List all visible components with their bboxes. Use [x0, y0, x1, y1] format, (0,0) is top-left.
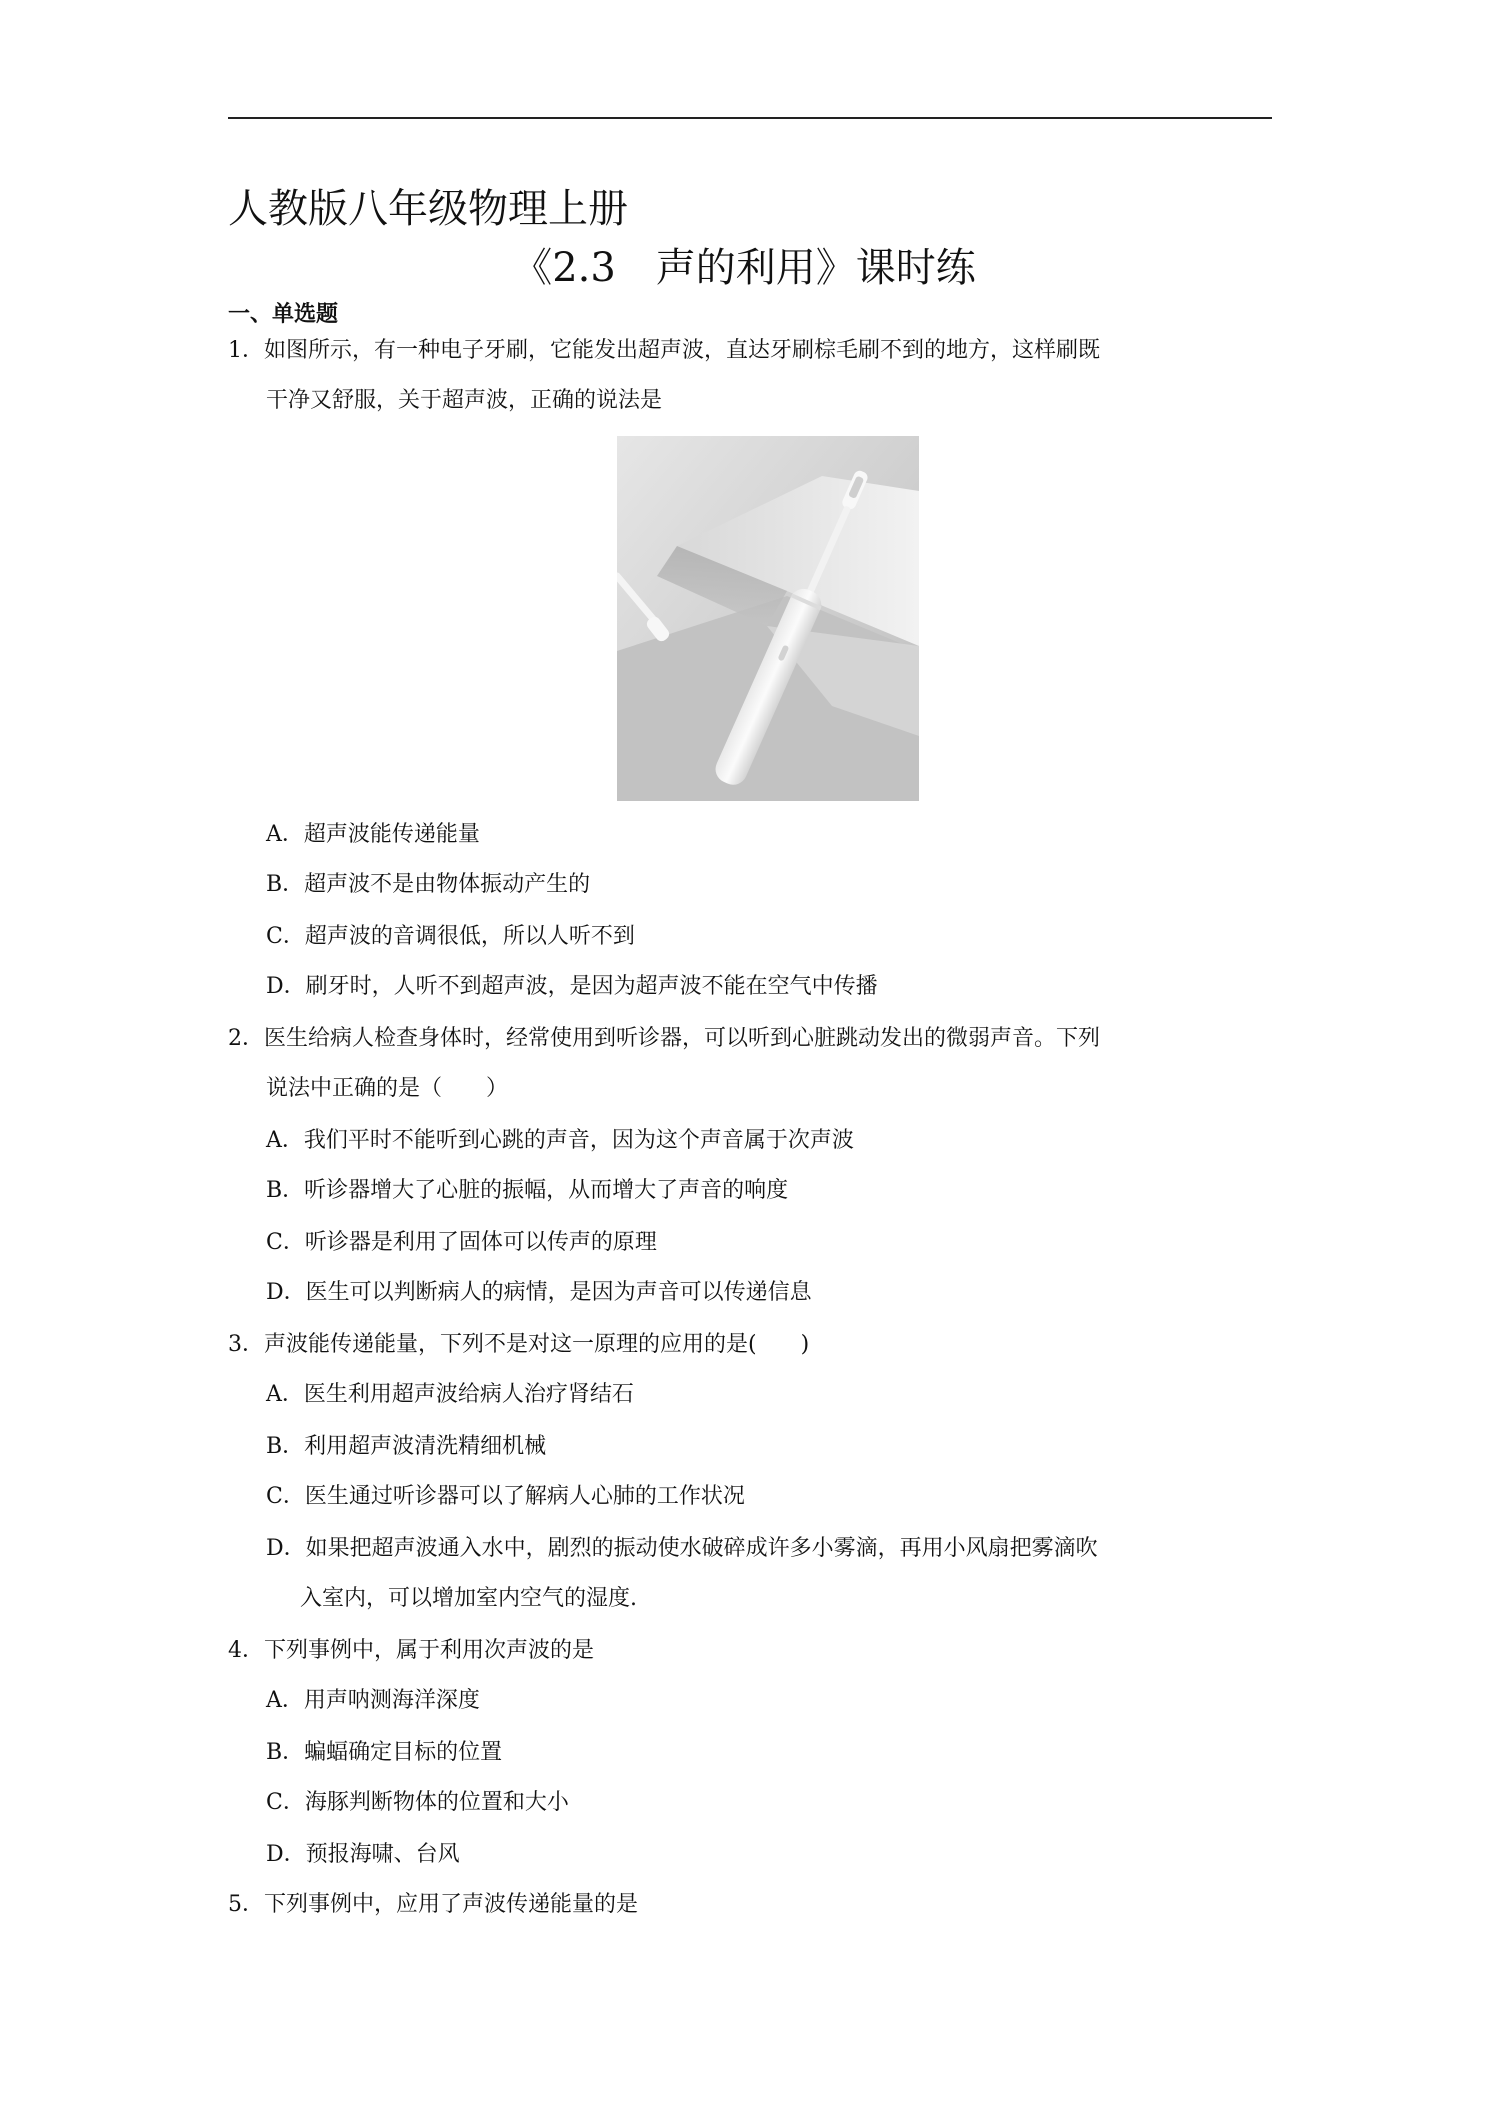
lesson-title — [0, 244, 1488, 292]
section-heading: 一、单选题 — [228, 302, 339, 327]
lesson-number: 2.3 — [552, 245, 616, 291]
question-1-option-b: B．超声波不是由物体振动产生的 — [266, 872, 591, 897]
question-4-option-d: D．预报海啸、台风 — [266, 1842, 460, 1867]
document-title: 人教版八年级物理上册 — [228, 186, 628, 232]
lesson-title-rest: 声的利用》课时练 — [615, 245, 976, 291]
question-3-option-b: B．利用超声波清洗精细机械 — [266, 1434, 547, 1459]
toothbrush-photo — [617, 436, 919, 801]
question-5-stem: 5．下列事例中，应用了声波传递能量的是 — [228, 1892, 638, 1917]
question-2-option-b: B．听诊器增大了心脏的振幅，从而增大了声音的响度 — [266, 1178, 789, 1203]
question-3-option-d-cont: 入室内，可以增加室内空气的湿度. — [300, 1586, 637, 1611]
question-2-option-c: C．听诊器是利用了固体可以传声的原理 — [266, 1230, 657, 1255]
question-3-option-a: A．医生利用超声波给病人治疗肾结石 — [266, 1382, 634, 1407]
question-4-option-a: A．用声呐测海洋深度 — [266, 1688, 480, 1713]
question-1-stem: 1．如图所示，有一种电子牙刷，它能发出超声波，直达牙刷棕毛刷不到的地方，这样刷既 — [228, 338, 1101, 363]
question-4-stem: 4．下列事例中，属于利用次声波的是 — [228, 1638, 594, 1663]
question-4-option-c: C．海豚判断物体的位置和大小 — [266, 1790, 569, 1815]
question-1-option-d: D．刷牙时，人听不到超声波，是因为超声波不能在空气中传播 — [266, 974, 878, 999]
question-3-stem: 3．声波能传递能量，下列不是对这一原理的应用的是( ) — [228, 1332, 810, 1357]
header-rule — [228, 117, 1272, 119]
question-2-option-d: D．医生可以判断病人的病情，是因为声音可以传递信息 — [266, 1280, 812, 1305]
question-3-option-d: D．如果把超声波通入水中，剧烈的振动使水破碎成许多小雾滴，再用小风扇把雾滴吹 — [266, 1536, 1098, 1561]
question-1-option-c: C．超声波的音调很低，所以人听不到 — [266, 924, 635, 949]
question-2-option-a: A．我们平时不能听到心跳的声音，因为这个声音属于次声波 — [266, 1128, 854, 1153]
question-4-option-b: B．蝙蝠确定目标的位置 — [266, 1740, 503, 1765]
question-3-option-c: C．医生通过听诊器可以了解病人心肺的工作状况 — [266, 1484, 745, 1509]
question-2-stem: 2．医生给病人检查身体时，经常使用到听诊器，可以听到心脏跳动发出的微弱声音。下列 — [228, 1026, 1101, 1051]
question-1-option-a: A．超声波能传递能量 — [266, 822, 480, 847]
question-1-stem-cont: 干净又舒服，关于超声波，正确的说法是 — [266, 388, 663, 413]
question-2-stem-cont: 说法中正确的是（ ） — [266, 1076, 509, 1101]
lesson-title-open: 《 — [512, 245, 553, 291]
